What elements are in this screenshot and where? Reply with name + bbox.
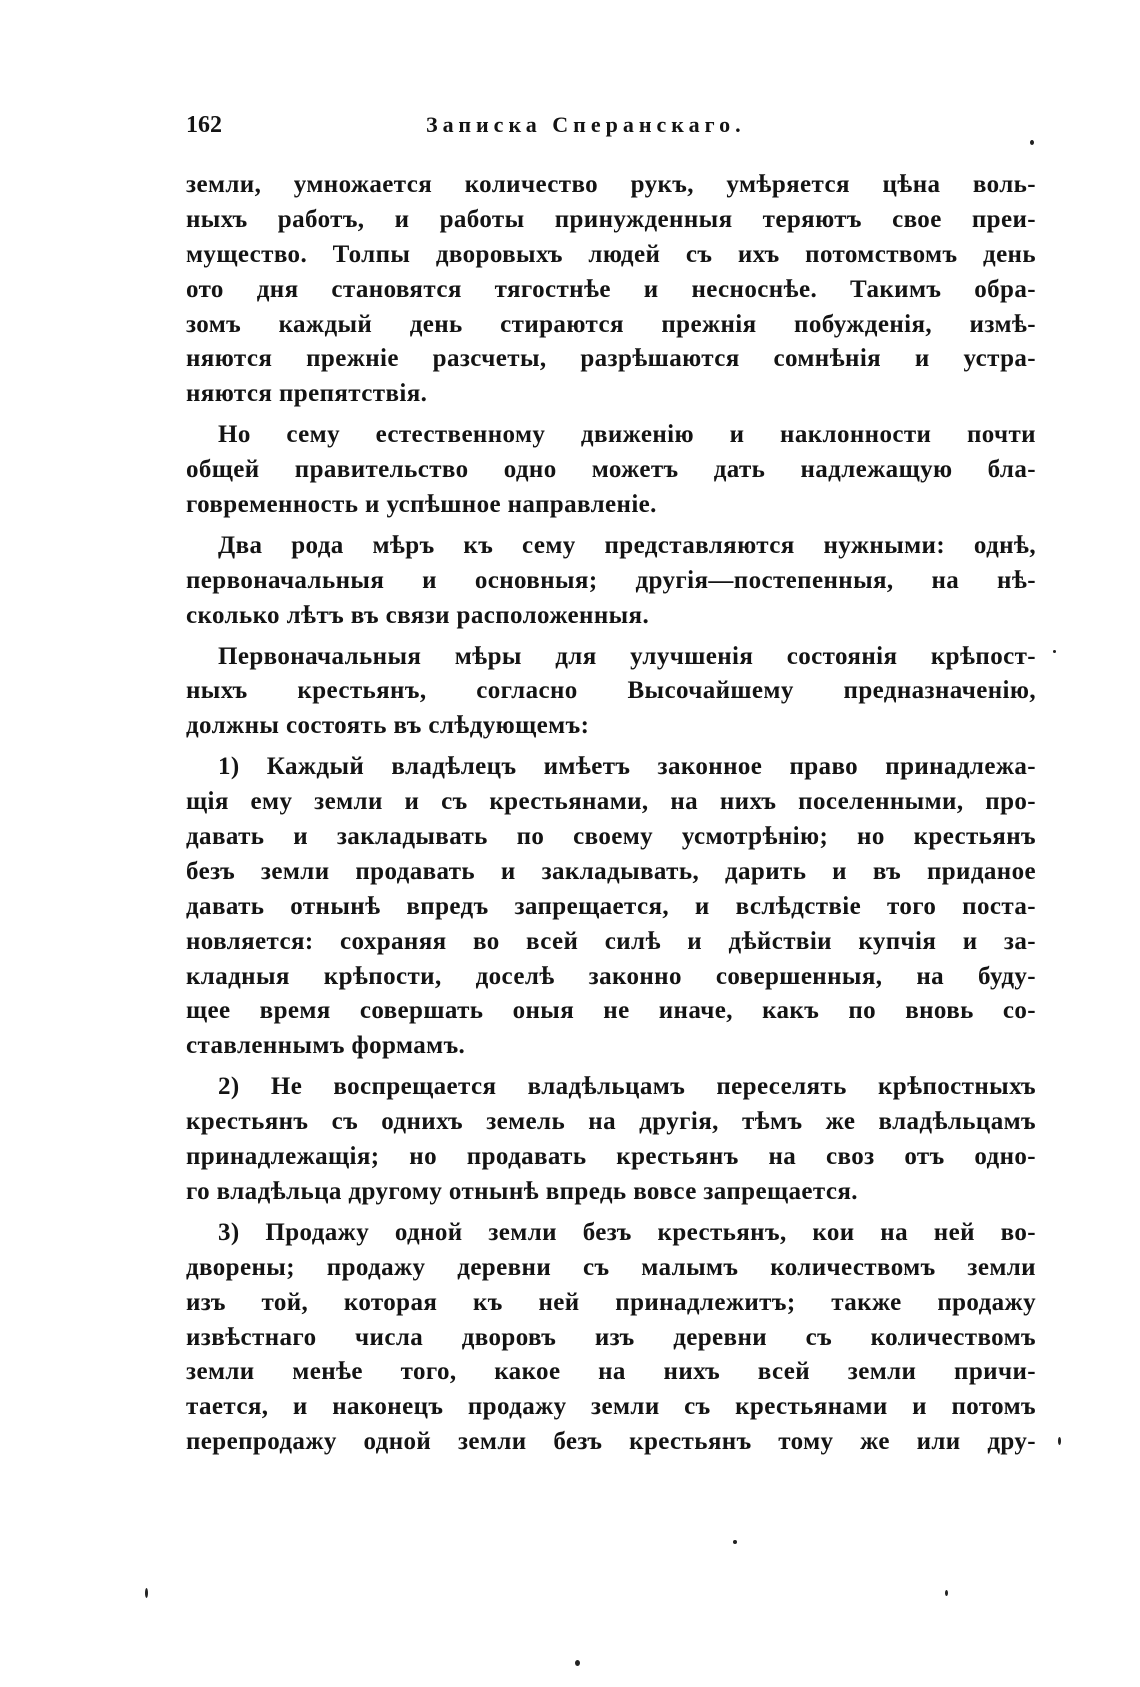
numbered-paragraph bbox=[186, 1070, 1036, 1210]
text-line: зомъ каждый день стираются прежнія побужденія, измѣ- bbox=[186, 310, 1036, 338]
text-line: Но сему естественному движенію и наклонности почти bbox=[218, 421, 1036, 449]
numbered-paragraph bbox=[186, 1216, 1036, 1460]
text-line: говременность и успѣшное направленіе. bbox=[186, 491, 657, 519]
text-line: дворены; продажу деревни съ малымъ количествомъ земли bbox=[186, 1253, 1036, 1281]
scan-speck bbox=[733, 1540, 737, 1544]
text-line: изъ той, которая къ ней принадлежитъ; также продажу bbox=[186, 1288, 1036, 1316]
text-line: 3) Продажу одной земли безъ крестьянъ, кои на ней во- bbox=[218, 1218, 1036, 1246]
text-line: тается, и наконецъ продажу земли съ крестьянами и потомъ bbox=[186, 1393, 1036, 1421]
text-line: ставленнымъ формамъ. bbox=[186, 1032, 466, 1060]
text-line: кладныя крѣпости, доселѣ законно совершенныя, на буду- bbox=[186, 962, 1036, 990]
paragraph bbox=[186, 418, 1036, 523]
scan-speck bbox=[575, 1660, 580, 1666]
text-line: Первоначальныя мѣры для улучшенія состоянія крѣпост- bbox=[218, 642, 1036, 670]
text-line: ныхъ крестьянъ, согласно Высочайшему предназначенію, bbox=[186, 677, 1036, 705]
text-line: го владѣльца другому отнынѣ впредь вовсе запрещается. bbox=[186, 1177, 858, 1205]
text-line: принадлежащія; но продавать крестьянъ на своз отъ одно- bbox=[186, 1143, 1036, 1171]
text-line: давать отнынѣ впредъ запрещается, и вслѣдствіе того поста- bbox=[186, 892, 1036, 920]
text-line: няются препятствія. bbox=[186, 380, 428, 408]
text-line: давать и закладывать по своему усмотрѣнію; но крестьянъ bbox=[186, 823, 1036, 851]
text-line: ныхъ работъ, и работы принужденныя теряютъ свое преи- bbox=[186, 205, 1036, 233]
text-line: общей правительство одно можетъ дать надлежащую бла- bbox=[186, 456, 1036, 484]
text-line: Два рода мѣръ къ сему представляются нужными: однѣ, bbox=[218, 531, 1036, 559]
text-line: земли менѣе того, какое на нихъ всей земли причи- bbox=[186, 1358, 1036, 1386]
text-line: крестьянъ съ однихъ земель на другія, тѣмъ же владѣльцамъ bbox=[186, 1108, 1036, 1136]
numbered-paragraph bbox=[186, 750, 1036, 1064]
text-line: мущество. Толпы дворовыхъ людей съ ихъ потомствомъ день bbox=[186, 240, 1036, 268]
text-line: извѣстнаго числа дворовъ изъ деревни съ количествомъ bbox=[186, 1323, 1036, 1351]
running-title: Записка Сперанскаго. bbox=[426, 112, 746, 137]
text-line: перепродажу одной земли безъ крестьянъ тому же или дру- bbox=[186, 1428, 1036, 1456]
page-number: 162 bbox=[186, 112, 222, 138]
paragraph bbox=[186, 529, 1036, 634]
text-line: сколько лѣтъ въ связи расположенныя. bbox=[186, 601, 650, 629]
text-line: безъ земли продавать и закладывать, дарить и въ приданое bbox=[186, 857, 1036, 885]
scan-speck bbox=[1030, 140, 1034, 145]
text-line: няются прежніе разсчеты, разрѣшаются сомнѣнія и устра- bbox=[186, 345, 1036, 373]
body-text bbox=[186, 168, 1036, 1460]
scan-speck bbox=[945, 1590, 948, 1596]
text-line: щія ему земли и съ крестьянами, на нихъ поселенными, про- bbox=[186, 788, 1036, 816]
text-line: 1) Каждый владѣлецъ имѣетъ законное право принадлежа- bbox=[218, 753, 1036, 781]
text-line: щее время совершать оныя не иначе, какъ по вновь со- bbox=[186, 997, 1036, 1025]
text-line: ото дня становятся тягостнѣе и несноснѣе. Такимъ обра- bbox=[186, 275, 1036, 303]
paragraph bbox=[186, 640, 1036, 745]
paragraph bbox=[186, 168, 1036, 412]
text-line: первоначальныя и основныя; другія—постепенныя, на нѣ- bbox=[186, 566, 1036, 594]
text-line: должны состоять въ слѣдующемъ: bbox=[186, 712, 590, 740]
text-line: земли, умножается количество рукъ, умѣряется цѣна воль- bbox=[186, 171, 1036, 198]
scan-speck bbox=[1058, 1437, 1061, 1445]
text-line: 2) Не воспрещается владѣльцамъ переселять крѣпостныхъ bbox=[218, 1073, 1036, 1101]
scan-speck bbox=[1053, 650, 1056, 653]
page-header bbox=[186, 112, 1036, 152]
scan-speck bbox=[145, 1588, 148, 1598]
text-line: новляется: сохраняя во всей силѣ и дѣйствіи купчія и за- bbox=[186, 927, 1036, 955]
